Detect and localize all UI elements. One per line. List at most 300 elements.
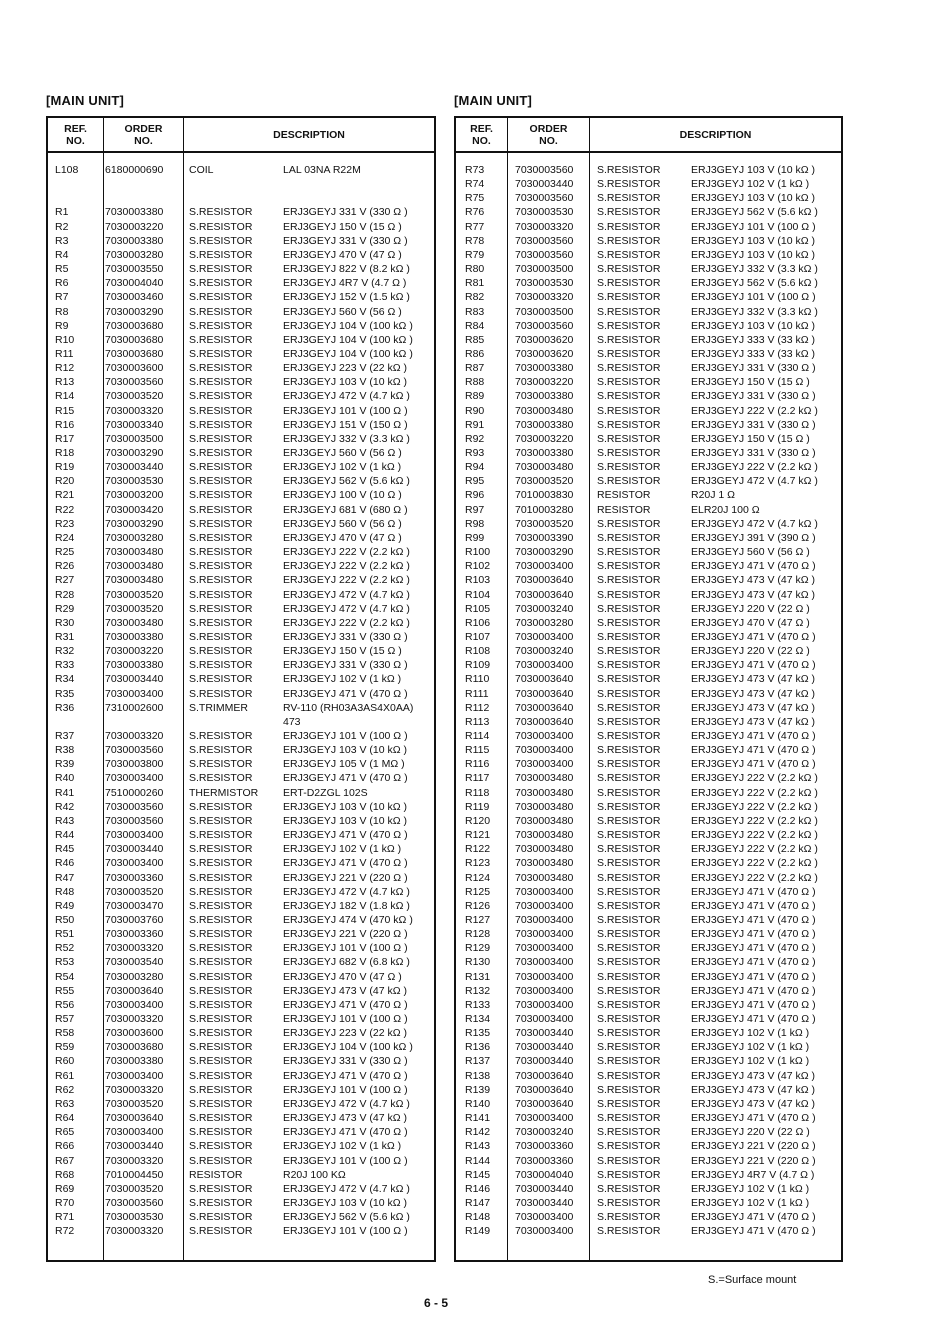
- ref-no: R61: [55, 1069, 75, 1082]
- part-spec: ERJ3GEYJ 472 V (4.7 kΩ ): [283, 602, 410, 615]
- ref-no: R4: [55, 248, 69, 261]
- part-spec: ERJ3GEYJ 473 V (47 kΩ ): [691, 701, 815, 714]
- part-type: S.RESISTOR: [189, 489, 253, 502]
- order-no: 7030003560: [105, 744, 164, 757]
- table-row: [456, 1168, 841, 1182]
- order-no: 7030003320: [105, 1154, 164, 1167]
- table-row: [456, 220, 841, 234]
- table-row: [48, 545, 434, 559]
- part-type: S.RESISTOR: [597, 178, 661, 191]
- table-row: [456, 1182, 841, 1196]
- part-type: S.RESISTOR: [189, 998, 253, 1011]
- part-spec: ERJ3GEYJ 222 V (2.2 kΩ ): [691, 829, 818, 842]
- part-type: S.RESISTOR: [189, 1083, 253, 1096]
- table-row: [48, 1069, 434, 1083]
- part-spec: ERJ3GEYJ 222 V (2.2 kΩ ): [283, 546, 410, 559]
- part-type: S.RESISTOR: [597, 588, 661, 601]
- order-no: 7030003480: [105, 560, 164, 573]
- part-type: S.RESISTOR: [189, 899, 253, 912]
- table-row: [48, 1111, 434, 1125]
- order-no: 7030003440: [105, 843, 164, 856]
- table-row: [456, 290, 841, 304]
- table-row: [48, 658, 434, 672]
- table-row: [48, 1125, 434, 1139]
- part-type: S.RESISTOR: [597, 616, 661, 629]
- part-spec: ERJ3GEYJ 150 V (15 Ω ): [283, 220, 402, 233]
- table-row: [48, 701, 434, 715]
- part-spec: ERJ3GEYJ 471 V (470 Ω ): [283, 687, 408, 700]
- header-order-no: ORDER NO.: [529, 122, 568, 147]
- table-row: [48, 1224, 434, 1238]
- part-spec: ERJ3GEYJ 471 V (470 Ω ): [691, 913, 816, 926]
- table-row: [456, 333, 841, 347]
- table-row: [456, 715, 841, 729]
- part-spec: ERJ3GEYJ 472 V (4.7 kΩ ): [283, 885, 410, 898]
- part-spec: ERJ3GEYJ 473 V (47 kΩ ): [691, 588, 815, 601]
- ref-no: R35: [55, 687, 75, 700]
- part-spec: ERJ3GEYJ 471 V (470 Ω ): [691, 758, 816, 771]
- part-type: RESISTOR: [189, 1168, 243, 1181]
- table-row: [456, 871, 841, 885]
- table-row: [456, 1196, 841, 1210]
- part-spec: ERJ3GEYJ 222 V (2.2 kΩ ): [283, 616, 410, 629]
- part-type: S.RESISTOR: [189, 772, 253, 785]
- order-no: 7030003380: [515, 362, 574, 375]
- part-spec: ERJ3GEYJ 103 V (10 kΩ ): [691, 248, 815, 261]
- order-no: 7030003800: [105, 758, 164, 771]
- order-no: 7030003440: [515, 1055, 574, 1068]
- part-type: S.RESISTOR: [597, 814, 661, 827]
- table-row: [456, 588, 841, 602]
- order-no: 7030003280: [105, 531, 164, 544]
- part-spec: ERJ3GEYJ 331 V (330 Ω ): [283, 1055, 408, 1068]
- part-spec: ERJ3GEYJ 471 V (470 Ω ): [691, 659, 816, 672]
- table-row: [456, 984, 841, 998]
- order-no: 7030003400: [515, 899, 574, 912]
- ref-no: R119: [465, 800, 490, 813]
- ref-no: R66: [55, 1140, 75, 1153]
- table-row: [456, 1210, 841, 1224]
- table-row: [456, 998, 841, 1012]
- part-spec: ERJ3GEYJ 472 V (4.7 kΩ ): [283, 1182, 410, 1195]
- ref-no: R34: [55, 673, 75, 686]
- order-no: 7030003680: [105, 333, 164, 346]
- ref-no: R111: [465, 687, 489, 700]
- ref-no: R75: [465, 192, 485, 205]
- part-type: S.RESISTOR: [597, 1211, 661, 1224]
- part-type: S.RESISTOR: [189, 305, 253, 318]
- ref-no: R103: [465, 574, 491, 587]
- ref-no: R136: [465, 1041, 491, 1054]
- ref-no: R50: [55, 913, 75, 926]
- table-row: [48, 177, 434, 191]
- table-row: [48, 488, 434, 502]
- table-row: [48, 1026, 434, 1040]
- part-spec: ERJ3GEYJ 101 V (100 Ω ): [283, 1154, 408, 1167]
- part-spec: ERJ3GEYJ 474 V (470 kΩ ): [283, 913, 413, 926]
- part-spec: ERJ3GEYJ 222 V (2.2 kΩ ): [691, 772, 818, 785]
- ref-no: R7: [55, 291, 69, 304]
- ref-no: R10: [55, 333, 75, 346]
- part-spec: ERJ3GEYJ 471 V (470 Ω ): [691, 956, 816, 969]
- ref-no: R73: [465, 164, 485, 176]
- table-row: [456, 729, 841, 743]
- table-row: [48, 248, 434, 262]
- order-no: 7030003530: [515, 206, 574, 219]
- order-no: 7030003560: [105, 800, 164, 813]
- table-row: [48, 729, 434, 743]
- table-row: [456, 418, 841, 432]
- ref-no: R54: [55, 970, 75, 983]
- order-no: 7030003400: [515, 998, 574, 1011]
- order-no: 7030003680: [105, 1041, 164, 1054]
- part-spec: ERJ3GEYJ 103 V (10 kΩ ): [283, 1196, 407, 1209]
- ref-no: R1: [55, 206, 69, 219]
- part-type: S.RESISTOR: [597, 602, 661, 615]
- table-row: [456, 1040, 841, 1054]
- table-row: [456, 234, 841, 248]
- table-row: [456, 743, 841, 757]
- part-type: S.RESISTOR: [597, 744, 661, 757]
- ref-no: R115: [465, 744, 490, 757]
- part-spec: ERJ3GEYJ 222 V (2.2 kΩ ): [691, 814, 818, 827]
- ref-no: R88: [465, 376, 485, 389]
- part-spec: ERJ3GEYJ 102 V (1 kΩ ): [691, 1182, 810, 1195]
- part-spec: ERJ3GEYJ 562 V (5.6 kΩ ): [283, 475, 410, 488]
- table-row: [48, 885, 434, 899]
- part-spec: ERJ3GEYJ 471 V (470 Ω ): [283, 829, 408, 842]
- ref-no: R130: [465, 956, 491, 969]
- table-row: [48, 588, 434, 602]
- table-row: [456, 927, 841, 941]
- part-spec: ERJ3GEYJ 473 V (47 kΩ ): [691, 687, 815, 700]
- order-no: 7030003380: [105, 630, 164, 643]
- table-row: [48, 871, 434, 885]
- part-spec: ERJ3GEYJ 101 V (100 Ω ): [283, 1013, 408, 1025]
- part-type: S.RESISTOR: [189, 871, 253, 884]
- order-no: 7030003290: [105, 305, 164, 318]
- table-row: [48, 927, 434, 941]
- table-row: [456, 375, 841, 389]
- part-spec: ERJ3GEYJ 822 V (8.2 kΩ ): [283, 263, 410, 276]
- order-no: 7030003480: [515, 404, 574, 417]
- part-type: S.RESISTOR: [597, 1182, 661, 1195]
- part-type: S.RESISTOR: [597, 758, 661, 771]
- part-type: S.RESISTOR: [597, 885, 661, 898]
- part-type: S.RESISTOR: [189, 461, 253, 474]
- part-type: S.RESISTOR: [189, 333, 253, 346]
- ref-no: R3: [55, 234, 69, 247]
- page-number: 6 - 5: [424, 1296, 449, 1310]
- part-spec: ERJ3GEYJ 102 V (1 kΩ ): [691, 1055, 810, 1068]
- ref-no: R9: [55, 319, 69, 332]
- table-row: [48, 290, 434, 304]
- part-spec: ERJ3GEYJ 331 V (330 Ω ): [691, 362, 816, 375]
- ref-no: R57: [55, 1013, 75, 1025]
- ref-no: R36: [55, 701, 75, 714]
- table-row: [48, 1139, 434, 1153]
- table-row: [48, 1054, 434, 1068]
- part-type: S.RESISTOR: [189, 616, 253, 629]
- ref-no: R79: [465, 248, 485, 261]
- ref-no: R55: [55, 984, 75, 997]
- table-row: [48, 970, 434, 984]
- table-row: [456, 1054, 841, 1068]
- header-order-no: ORDER NO.: [124, 122, 163, 147]
- ref-no: R63: [55, 1097, 75, 1110]
- order-no: 7030003480: [515, 772, 574, 785]
- part-spec: ERJ3GEYJ 150 V (15 Ω ): [283, 645, 402, 658]
- part-spec: ERJ3GEYJ 102 V (1 kΩ ): [691, 1027, 810, 1040]
- table-row: [456, 899, 841, 913]
- part-spec: ERJ3GEYJ 332 V (3.3 kΩ ): [283, 432, 410, 445]
- order-no: 7030003640: [515, 574, 574, 587]
- part-type: S.RESISTOR: [597, 1083, 661, 1096]
- order-no: 7030003420: [105, 503, 164, 516]
- table-row: [48, 503, 434, 517]
- part-type: S.RESISTOR: [597, 786, 661, 799]
- part-spec: ERJ3GEYJ 103 V (10 kΩ ): [691, 192, 815, 205]
- part-spec: ERJ3GEYJ 101 V (100 Ω ): [691, 220, 816, 233]
- ref-no: R134: [465, 1013, 491, 1025]
- part-type: S.RESISTOR: [189, 517, 253, 530]
- order-no: 7030003360: [515, 1140, 574, 1153]
- order-no: 7030003560: [105, 1196, 164, 1209]
- part-type: S.RESISTOR: [189, 857, 253, 870]
- part-spec: ERJ3GEYJ 470 V (47 Ω ): [283, 970, 402, 983]
- part-type: S.RESISTOR: [597, 347, 661, 360]
- part-spec: R20J 100 KΩ: [283, 1168, 346, 1181]
- order-no: 7030003440: [105, 673, 164, 686]
- ref-no: R25: [55, 546, 75, 559]
- part-spec: ERJ3GEYJ 560 V (56 Ω ): [283, 517, 402, 530]
- part-type: S.RESISTOR: [597, 899, 661, 912]
- part-type: S.RESISTOR: [597, 1168, 661, 1181]
- table-row: [456, 404, 841, 418]
- table-row: [48, 814, 434, 828]
- ref-no: R26: [55, 560, 75, 573]
- order-no: 7030003480: [515, 786, 574, 799]
- ref-no: R13: [55, 376, 75, 389]
- ref-no: R86: [465, 347, 485, 360]
- part-type: S.RESISTOR: [597, 305, 661, 318]
- part-type: S.RESISTOR: [189, 942, 253, 955]
- order-no: 7030003320: [515, 291, 574, 304]
- part-spec: ERJ3GEYJ 103 V (10 kΩ ): [283, 800, 407, 813]
- part-spec: ERJ3GEYJ 471 V (470 Ω ): [691, 899, 816, 912]
- order-no: 7010004450: [105, 1168, 164, 1181]
- ref-no: R60: [55, 1055, 75, 1068]
- part-type: S.RESISTOR: [189, 362, 253, 375]
- ref-no: R91: [465, 418, 485, 431]
- table-row: [48, 389, 434, 403]
- order-no: 7030003400: [515, 630, 574, 643]
- ref-no: R108: [465, 645, 491, 658]
- ref-no: R143: [465, 1140, 491, 1153]
- table-row: [48, 899, 434, 913]
- part-spec: ERJ3GEYJ 102 V (1 kΩ ): [283, 461, 402, 474]
- part-spec: ERJ3GEYJ 102 V (1 kΩ ): [691, 1196, 810, 1209]
- left-parts-table: [46, 116, 436, 1262]
- part-spec: ERJ3GEYJ 470 V (47 Ω ): [691, 616, 810, 629]
- left-section-title: [MAIN UNIT]: [46, 93, 125, 108]
- table-row: [48, 913, 434, 927]
- order-no: 7030003400: [515, 758, 574, 771]
- part-type: S.RESISTOR: [189, 645, 253, 658]
- ref-no: R142: [465, 1126, 491, 1139]
- table-row: [456, 1097, 841, 1111]
- ref-no: R8: [55, 305, 69, 318]
- part-type: S.RESISTOR: [597, 574, 661, 587]
- part-spec: ERJ3GEYJ 102 V (1 kΩ ): [283, 843, 402, 856]
- part-type: S.RESISTOR: [189, 291, 253, 304]
- table-row: [456, 474, 841, 488]
- table-row: [456, 488, 841, 502]
- header-description: DESCRIPTION: [679, 128, 752, 141]
- table-row: [48, 234, 434, 248]
- part-type: S.RESISTOR: [597, 630, 661, 643]
- table-row: [456, 913, 841, 927]
- part-type: S.RESISTOR: [597, 248, 661, 261]
- ref-no: R59: [55, 1041, 75, 1054]
- table-row: [456, 970, 841, 984]
- table-row: [48, 375, 434, 389]
- table-row: [456, 446, 841, 460]
- part-type: S.RESISTOR: [189, 1013, 253, 1025]
- part-spec: ERJ3GEYJ 331 V (330 Ω ): [283, 630, 408, 643]
- order-no: 7030003440: [515, 1182, 574, 1195]
- table-row: [456, 1125, 841, 1139]
- part-type: S.RESISTOR: [597, 1225, 661, 1238]
- table-row: [48, 687, 434, 701]
- table-row: [456, 955, 841, 969]
- order-no: 7030003530: [105, 1211, 164, 1224]
- ref-no: R27: [55, 574, 75, 587]
- part-spec: ERJ3GEYJ 102 V (1 kΩ ): [283, 1140, 402, 1153]
- part-type: S.RESISTOR: [189, 234, 253, 247]
- part-type: S.RESISTOR: [189, 800, 253, 813]
- ref-no: R116: [465, 758, 490, 771]
- ref-no: R105: [465, 602, 491, 615]
- ref-no: R132: [465, 984, 491, 997]
- part-type: S.RESISTOR: [597, 362, 661, 375]
- part-spec: ERJ3GEYJ 472 V (4.7 kΩ ): [283, 1097, 410, 1110]
- order-no: 7030003220: [515, 432, 574, 445]
- part-type: S.RESISTOR: [597, 829, 661, 842]
- part-spec: ERJ3GEYJ 471 V (470 Ω ): [691, 1211, 816, 1224]
- order-no: 7030003380: [105, 1055, 164, 1068]
- table-row: [456, 432, 841, 446]
- ref-no: R81: [465, 277, 485, 290]
- ref-no: R69: [55, 1182, 75, 1195]
- table-row: [48, 828, 434, 842]
- ref-no: R95: [465, 475, 485, 488]
- part-type: S.RESISTOR: [189, 659, 253, 672]
- table-row: [456, 1083, 841, 1097]
- part-spec: ERJ3GEYJ 222 V (2.2 kΩ ): [691, 800, 818, 813]
- part-type: S.RESISTOR: [597, 517, 661, 530]
- ref-no: R15: [55, 404, 75, 417]
- part-type: S.RESISTOR: [597, 1126, 661, 1139]
- part-type: S.RESISTOR: [189, 447, 253, 459]
- part-spec: ERJ3GEYJ 560 V (56 Ω ): [283, 447, 402, 459]
- ref-no: R112: [465, 701, 490, 714]
- ref-no: R90: [465, 404, 485, 417]
- part-spec: ERJ3GEYJ 150 V (15 Ω ): [691, 376, 810, 389]
- order-no: 7030003380: [515, 390, 574, 403]
- ref-no: R102: [465, 560, 491, 573]
- table-row: [456, 672, 841, 686]
- part-type: S.RESISTOR: [189, 319, 253, 332]
- ref-no: R6: [55, 277, 69, 290]
- ref-no: R47: [55, 871, 75, 884]
- part-type: S.RESISTOR: [189, 418, 253, 431]
- part-type: S.RESISTOR: [189, 560, 253, 573]
- ref-no: R5: [55, 263, 69, 276]
- part-type: S.RESISTOR: [597, 659, 661, 672]
- table-row: [456, 389, 841, 403]
- part-spec: ERJ3GEYJ 471 V (470 Ω ): [691, 984, 816, 997]
- table-row: [48, 276, 434, 290]
- order-no: 7030003360: [105, 871, 164, 884]
- ref-no: R32: [55, 645, 75, 658]
- ref-no: R14: [55, 390, 75, 403]
- order-no: 7030003520: [105, 602, 164, 615]
- order-no: 7030003240: [515, 602, 574, 615]
- ref-no: R93: [465, 447, 485, 459]
- part-spec: ERJ3GEYJ 471 V (470 Ω ): [283, 998, 408, 1011]
- table-row: [456, 616, 841, 630]
- part-type: S.RESISTOR: [597, 871, 661, 884]
- part-spec: 473: [283, 715, 301, 728]
- table-row: [48, 1154, 434, 1168]
- ref-no: R65: [55, 1126, 75, 1139]
- table-row: [48, 1040, 434, 1054]
- ref-no: R70: [55, 1196, 75, 1209]
- table-row: [456, 1012, 841, 1026]
- part-type: S.RESISTOR: [597, 164, 661, 176]
- part-type: S.RESISTOR: [597, 560, 661, 573]
- order-no: 7030003480: [105, 546, 164, 559]
- part-type: S.RESISTOR: [597, 531, 661, 544]
- order-no: 7030003480: [515, 461, 574, 474]
- order-no: 7030003380: [515, 418, 574, 431]
- ref-no: R99: [465, 531, 485, 544]
- table-row: [48, 1012, 434, 1026]
- ref-no: R140: [465, 1097, 491, 1110]
- part-type: COIL: [189, 164, 214, 176]
- header-ref-no: REF. NO.: [470, 122, 493, 147]
- right-parts-table: [454, 116, 843, 1262]
- order-no: 7030003320: [105, 404, 164, 417]
- order-no: 7030003620: [515, 347, 574, 360]
- ref-no: R11: [55, 347, 74, 360]
- table-row: [456, 248, 841, 262]
- ref-no: R48: [55, 885, 75, 898]
- part-spec: ERJ3GEYJ 472 V (4.7 kΩ ): [691, 517, 818, 530]
- table-row: [48, 1097, 434, 1111]
- table-row: [48, 559, 434, 573]
- part-spec: ERJ3GEYJ 221 V (220 Ω ): [283, 871, 408, 884]
- order-no: 7030003400: [515, 560, 574, 573]
- ref-no: R76: [465, 206, 485, 219]
- part-type: S.RESISTOR: [597, 913, 661, 926]
- part-type: S.RESISTOR: [189, 885, 253, 898]
- table-row: [48, 432, 434, 446]
- part-spec: ERJ3GEYJ 104 V (100 kΩ ): [283, 347, 413, 360]
- table-row: [48, 347, 434, 361]
- part-spec: ERJ3GEYJ 103 V (10 kΩ ): [283, 814, 407, 827]
